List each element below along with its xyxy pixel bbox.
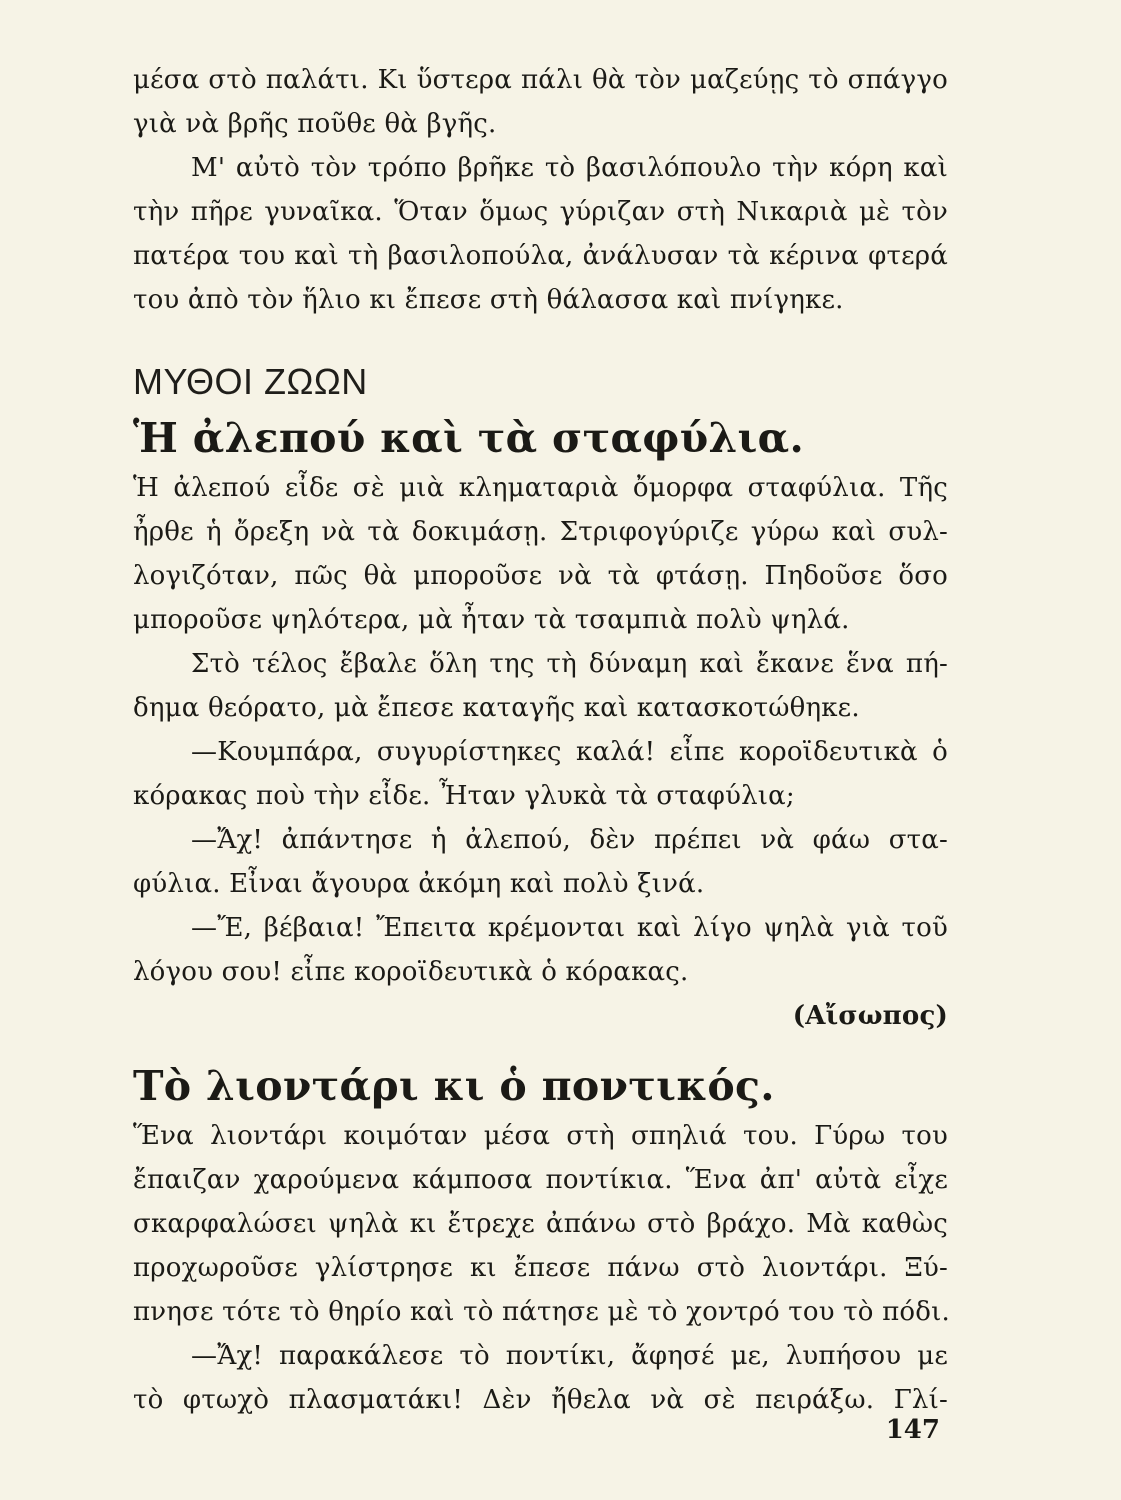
story1-line-1: Ἡ ἀλεπού εἶδε σὲ μιὰ κληματαριὰ ὄμορφα σταφύλια. Τῆς <box>133 473 948 503</box>
story2-line-2: ἔπαιζαν χαρούμενα κάμποσα ποντίκια. Ἕνα ἀπ' αὐτὰ εἶχε <box>133 1165 948 1195</box>
story1-line-11: —Ἔ, βέβαια! Ἔπειτα κρέμονται καὶ λίγο ψηλὰ γιὰ τοῦ <box>191 913 948 943</box>
story1-line-12: λόγου σου! εἶπε κοροϊδευτικὰ ὁ κόρακας. <box>133 957 689 987</box>
story2-title: Τὸ λιοντάρι κι ὁ ποντικός. <box>133 1062 775 1110</box>
intro-line-4: τὴν πῆρε γυναῖκα. Ὅταν ὅμως γύριζαν στὴ Νικαριὰ μὲ τὸν <box>133 197 948 227</box>
story2-line-7: τὸ φτωχὸ πλασματάκι! Δὲν ἤθελα νὰ σὲ πειράξω. Γλί- <box>133 1385 948 1415</box>
story2-line-3: σκαρφαλώσει ψηλὰ κι ἔτρεχε ἀπάνω στὸ βράχο. Μὰ καθὼς <box>133 1209 948 1239</box>
story1-line-6: δημα θεόρατο, μὰ ἔπεσε καταγῆς καὶ κατασκοτώθηκε. <box>133 693 860 723</box>
story2-line-4: προχωροῦσε γλίστρησε κι ἔπεσε πάνω στὸ λιοντάρι. Ξύ- <box>133 1253 948 1283</box>
intro-line-5: πατέρα του καὶ τὴ βασιλοπούλα, ἀνάλυσαν τὰ κέρινα φτερά <box>133 241 948 271</box>
intro-line-3: Μ' αὐτὸ τὸν τρόπο βρῆκε τὸ βασιλόπουλο τὴν κόρη καὶ <box>191 153 948 183</box>
page-number: 147 <box>885 1415 940 1445</box>
story1-author: (Αἴσωπος) <box>792 1001 948 1031</box>
intro-line-2: γιὰ νὰ βρῆς ποῦθε θὰ βγῆς. <box>133 109 497 139</box>
story2-line-5: πνησε τότε τὸ θηρίο καὶ τὸ πάτησε μὲ τὸ χοντρό του τὸ πόδι. <box>133 1297 950 1327</box>
intro-line-6: του ἀπὸ τὸν ἥλιο κι ἔπεσε στὴ θάλασσα καὶ πνίγηκε. <box>133 285 844 315</box>
story1-line-8: κόρακας ποὺ τὴν εἶδε. Ἦταν γλυκὰ τὰ σταφύλια; <box>133 781 795 811</box>
story1-line-7: —Κουμπάρα, συγυρίστηκες καλά! εἶπε κοροϊδευτικὰ ὁ <box>191 737 948 767</box>
intro-line-1: μέσα στὸ παλάτι. Κι ὕστερα πάλι θὰ τὸν μαζεύῃς τὸ σπάγγο <box>133 65 948 95</box>
story1-line-3: λογιζόταν, πῶς θὰ μποροῦσε νὰ τὰ φτάσῃ. Πηδοῦσε ὅσο <box>133 561 948 591</box>
story1-line-2: ἦρθε ἡ ὄρεξη νὰ τὰ δοκιμάσῃ. Στριφογύριζε γύρω καὶ συλ- <box>133 517 948 547</box>
section-title: ΜΥΘΟΙ ΖΩΩΝ <box>133 361 368 402</box>
story1-line-9: —Ἄχ! ἀπάντησε ἡ ἀλεπού, δὲν πρέπει νὰ φάω στα- <box>191 825 948 855</box>
story1-title: Ἡ ἀλεπού καὶ τὰ σταφύλια. <box>133 414 805 462</box>
story1-line-4: μποροῦσε ψηλότερα, μὰ ἦταν τὰ τσαμπιὰ πολὺ ψηλά. <box>133 605 850 635</box>
story2-line-1: Ἕνα λιοντάρι κοιμόταν μέσα στὴ σπηλιά του. Γύρω του <box>133 1121 948 1151</box>
story2-line-6: —Ἄχ! παρακάλεσε τὸ ποντίκι, ἄφησέ με, λυπήσου με <box>191 1341 948 1371</box>
story1-line-5: Στὸ τέλος ἔβαλε ὅλη της τὴ δύναμη καὶ ἔκανε ἕνα πή- <box>191 649 948 679</box>
story1-line-10: φύλια. Εἶναι ἄγουρα ἀκόμη καὶ πολὺ ξινά. <box>133 869 705 899</box>
